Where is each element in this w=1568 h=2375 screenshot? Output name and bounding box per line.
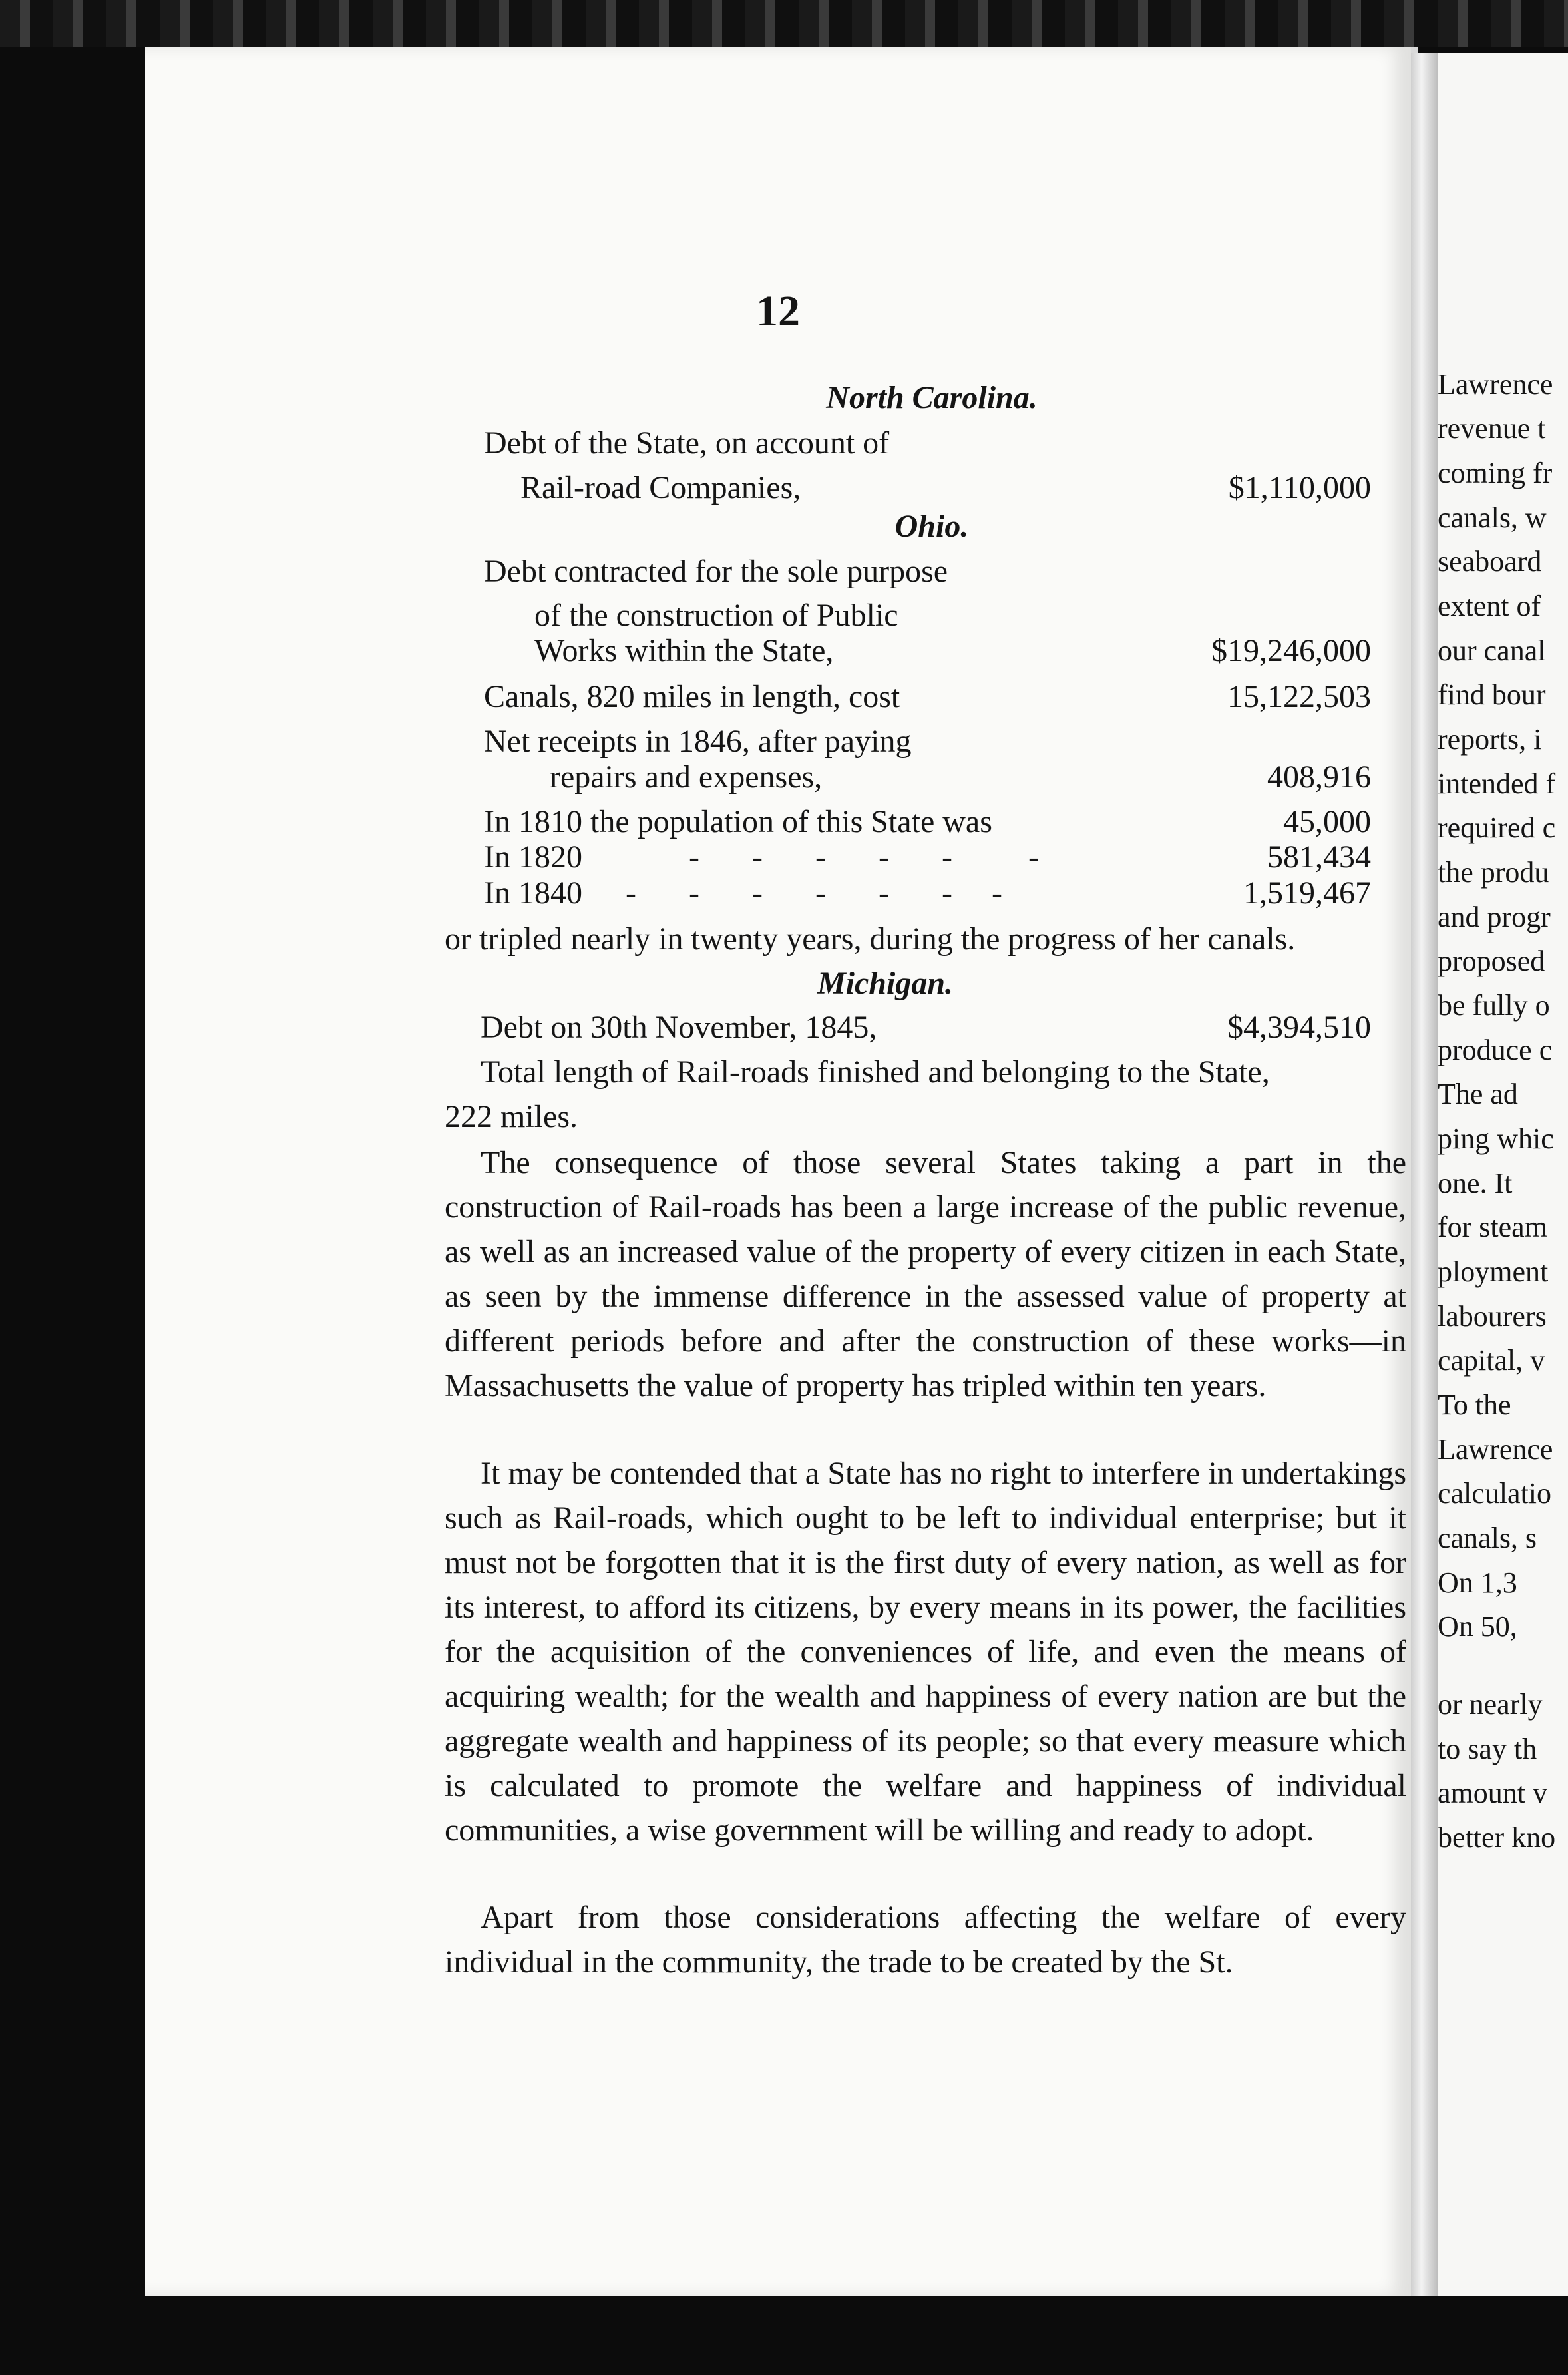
facing-page-line: On 1,3 bbox=[1438, 1566, 1517, 1599]
facing-page-line: or nearly bbox=[1438, 1688, 1543, 1721]
facing-page-line: be fully o bbox=[1438, 989, 1550, 1022]
ohio-pop-1840-value: 1,519,467 bbox=[1243, 875, 1371, 911]
facing-page-line: labourers bbox=[1438, 1300, 1547, 1333]
ohio-debt-value: $19,246,000 bbox=[1211, 633, 1371, 668]
ohio-canals-label: Canals, 820 miles in length, cost bbox=[484, 679, 900, 714]
ohio-receipts-value: 408,916 bbox=[1267, 759, 1371, 795]
facing-page-line: reports, i bbox=[1438, 723, 1542, 756]
facing-page-line: to say th bbox=[1438, 1733, 1537, 1765]
facing-page-line: one. It bbox=[1438, 1167, 1513, 1199]
ohio-pop-1820-label: In 1820 bbox=[484, 839, 582, 875]
paragraph-contention: It may be contended that a State has no right to interfere in undertakings such as Rail-roads, which ought to be left to individual enterprise; but it must not be forgotten that it is the first duty of every nation, as well as for its interest, to afford its citizens, by every means in its power, the facilities for the acquisition of the conveniences of life, and even the means of acquiring wealth; for the wealth and happiness of every nation are but the aggregate wealth and happiness of its people; so that every measure which is calculated to promote the welfare and happiness of individual communities, a wise government will be willing and ready to adopt. bbox=[445, 1456, 1406, 1848]
facing-page bbox=[1438, 53, 1568, 2323]
heading-ohio: Ohio. bbox=[894, 509, 969, 544]
michigan-debt-label: Debt on 30th November, 1845, bbox=[481, 1010, 877, 1045]
facing-page-line: required c bbox=[1438, 811, 1556, 844]
leader-dash: - bbox=[942, 875, 952, 911]
ohio-pop-1840-label: In 1840 bbox=[484, 875, 582, 911]
nc-debt-label-2: Rail-road Companies, bbox=[520, 470, 801, 505]
facing-page-line: find bour bbox=[1438, 678, 1546, 711]
heading-north-carolina: North Carolina. bbox=[826, 380, 1038, 415]
leader-dash: - bbox=[879, 875, 889, 911]
facing-page-line: intended f bbox=[1438, 767, 1556, 800]
leader-dash: - bbox=[942, 839, 952, 875]
michigan-railroad-line-2: 222 miles. bbox=[445, 1099, 578, 1134]
facing-page-line: amount v bbox=[1438, 1777, 1547, 1809]
ohio-debt-label-2: of the construction of Public bbox=[534, 598, 898, 633]
ohio-canals-value: 15,122,503 bbox=[1227, 679, 1371, 714]
book-gutter bbox=[1411, 53, 1438, 2316]
facing-page-line: calculatio bbox=[1438, 1477, 1552, 1510]
facing-page-line: extent of bbox=[1438, 590, 1541, 622]
facing-page-line: the produ bbox=[1438, 856, 1549, 889]
leader-dash: - bbox=[815, 875, 826, 911]
leader-dash: - bbox=[689, 875, 699, 911]
leader-dash: - bbox=[815, 839, 826, 875]
facing-page-line: better kno bbox=[1438, 1821, 1556, 1854]
ohio-pop-1820-value: 581,434 bbox=[1267, 839, 1371, 875]
nc-debt-label-1: Debt of the State, on account of bbox=[484, 425, 890, 461]
facing-page-line: Lawrence bbox=[1438, 368, 1553, 401]
facing-page-line: The ad bbox=[1438, 1078, 1518, 1110]
leader-dash: - bbox=[879, 839, 889, 875]
facing-page-line: proposed bbox=[1438, 945, 1545, 977]
facing-page-line: coming fr bbox=[1438, 457, 1553, 489]
facing-page-line: for steam bbox=[1438, 1211, 1547, 1243]
facing-page-line: seaboard bbox=[1438, 545, 1542, 578]
facing-page-line: ployment bbox=[1438, 1255, 1549, 1288]
leader-dash: - bbox=[752, 839, 763, 875]
michigan-railroad-line-1: Total length of Rail-roads finished and belonging to the State, bbox=[481, 1054, 1270, 1090]
heading-michigan: Michigan. bbox=[817, 966, 954, 1001]
facing-page-line: capital, v bbox=[1438, 1344, 1545, 1377]
scan-top-border bbox=[0, 0, 1568, 47]
facing-page-line: our canal bbox=[1438, 634, 1546, 667]
facing-page-line: ping whic bbox=[1438, 1122, 1554, 1155]
ohio-tripled-line: or tripled nearly in twenty years, during the progress of her canals. bbox=[445, 921, 1296, 957]
facing-page-line: canals, s bbox=[1438, 1522, 1537, 1554]
ohio-receipts-label-2: repairs and expenses, bbox=[550, 759, 823, 795]
leader-dash: - bbox=[1028, 839, 1039, 875]
leader-dash: - bbox=[752, 875, 763, 911]
scan-bottom-border bbox=[0, 2296, 1568, 2375]
page-number: 12 bbox=[756, 287, 800, 335]
leader-dash: - bbox=[689, 839, 699, 875]
ohio-pop-1810-value: 45,000 bbox=[1283, 804, 1371, 839]
paragraph-consequence: The consequence of those several States taking a part in the construction of Rail-roads has been a large increase of the public revenue, as well as an increased value of the property of every citizen in each State, as seen by the immense difference in the assessed value of property at different periods before and after the construction of these works—in Massachusetts the value of property has tripled within ten years. bbox=[445, 1145, 1406, 1403]
facing-page-line: produce c bbox=[1438, 1034, 1553, 1066]
facing-page-line: Lawrence bbox=[1438, 1433, 1553, 1466]
ohio-debt-label-3: Works within the State, bbox=[534, 633, 834, 668]
paragraph-apart: Apart from those considerations affecting the welfare of every individual in the community, the trade to be created by the St. bbox=[445, 1900, 1406, 1980]
facing-page-line: To the bbox=[1438, 1389, 1511, 1421]
michigan-debt-value: $4,394,510 bbox=[1227, 1010, 1371, 1045]
facing-page-line: On 50, bbox=[1438, 1610, 1517, 1643]
ohio-pop-1810-label: In 1810 the population of this State was bbox=[484, 804, 992, 839]
facing-page-line: canals, w bbox=[1438, 501, 1547, 534]
ohio-debt-label-1: Debt contracted for the sole purpose bbox=[484, 554, 948, 589]
nc-debt-value: $1,110,000 bbox=[1228, 470, 1371, 505]
leader-dash: - bbox=[992, 875, 1002, 911]
facing-page-line: and progr bbox=[1438, 901, 1551, 933]
facing-page-line: revenue t bbox=[1438, 412, 1546, 445]
leader-dash: - bbox=[626, 875, 636, 911]
ohio-receipts-label-1: Net receipts in 1846, after paying bbox=[484, 724, 912, 759]
